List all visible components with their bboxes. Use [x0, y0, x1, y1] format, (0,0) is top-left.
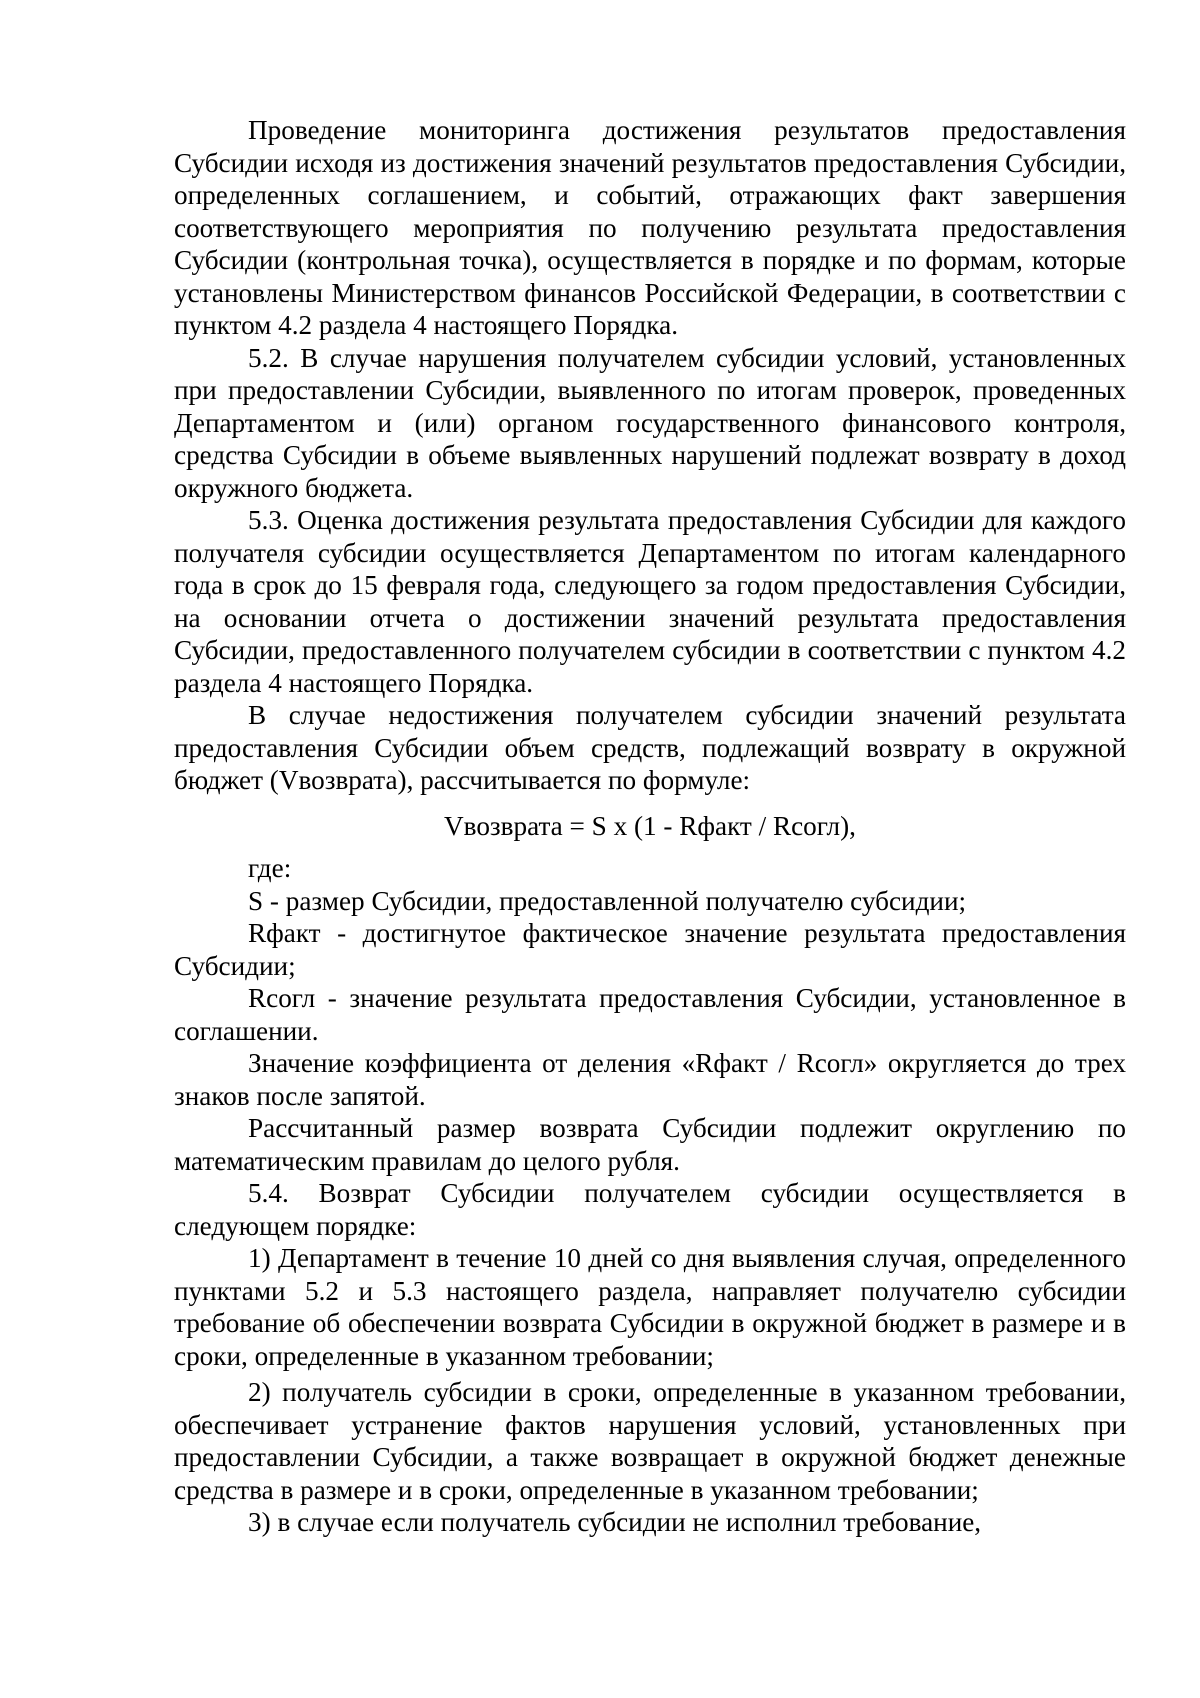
document-body	[174, 114, 1126, 1539]
paragraph-5-3: 5.3. Оценка достижения результата предоставления Субсидии для каждого получателя субсидии осуществляется Департаментом по итогам календарного года в срок до 15 февраля года, следующего за годом предоставления Субсидии, на основании отчета о достижении значений результата предоставления Субсидии, предоставленного получателем субсидии в соответствии с пунктом 4.2 раздела 4 настоящего Порядка.	[174, 505, 1126, 698]
refund-formula: Vвозврата = S x (1 - Rфакт / Rсогл),	[444, 810, 856, 841]
list-item-1: 1) Департамент в течение 10 дней со дня выявления случая, определенного пунктами 5.2 и 5.3 настоящего раздела, направляет получателю субсидии требование об обеспечении возврата Субсидии в окружной бюджет в размере и в сроки, определенные в указанном требовании;	[174, 1243, 1126, 1371]
definition-s: S - размер Субсидии, предоставленной получателю субсидии;	[248, 885, 967, 916]
refund-rounding: Рассчитанный размер возврата Субсидии подлежит округлению по математическим правилам до целого рубля.	[174, 1113, 1126, 1176]
definition-rfact: Rфакт - достигнутое фактическое значение результата предоставления Субсидии;	[174, 918, 1126, 981]
paragraph-5-2: 5.2. В случае нарушения получателем субсидии условий, установленных при предоставлении Субсидии, выявленного по итогам проверок, проведенных Департаментом и (или) органом государственного финансового контроля, средства Субсидии в объеме выявленных нарушений подлежат возврату в доход окружного бюджета.	[174, 342, 1126, 503]
list-item-2: 2) получатель субсидии в сроки, определенные в указанном требовании, обеспечивает устранение фактов нарушения условий, установленных при предоставлении Субсидии, а также возвращает в окружной бюджет денежные средства в размере и в сроки, определенные в указанном требовании;	[174, 1377, 1126, 1505]
definition-rsogl: Rсогл - значение результата предоставления Субсидии, установленное в соглашении.	[174, 983, 1126, 1046]
coefficient-rounding: Значение коэффициента от деления «Rфакт / Rсогл» округляется до трех знаков после запятой.	[174, 1048, 1126, 1111]
paragraph-refund-case: В случае недостижения получателем субсидии значений результата предоставления Субсидии объем средств, подлежащий возврату в окружной бюджет (Vвозврата), рассчитывается по формуле:	[174, 700, 1126, 795]
list-item-3: 3) в случае если получатель субсидии не исполнил требование,	[248, 1507, 982, 1537]
paragraph-monitoring: Проведение мониторинга достижения результатов предоставления Субсидии исходя из достижения значений результатов предоставления Субсидии, определенных соглашением, и событий, отражающих факт завершения соответствующего мероприятия по получению результата предоставления Субсидии (контрольная точка), осуществляется в порядке и по формам, которые установлены Министерством финансов Российской Федерации, в соответствии с пунктом 4.2 раздела 4 настоящего Порядка.	[174, 115, 1126, 340]
paragraph-5-4: 5.4. Возврат Субсидии получателем субсидии осуществляется в следующем порядке:	[174, 1178, 1126, 1241]
where-label: где:	[248, 853, 292, 883]
